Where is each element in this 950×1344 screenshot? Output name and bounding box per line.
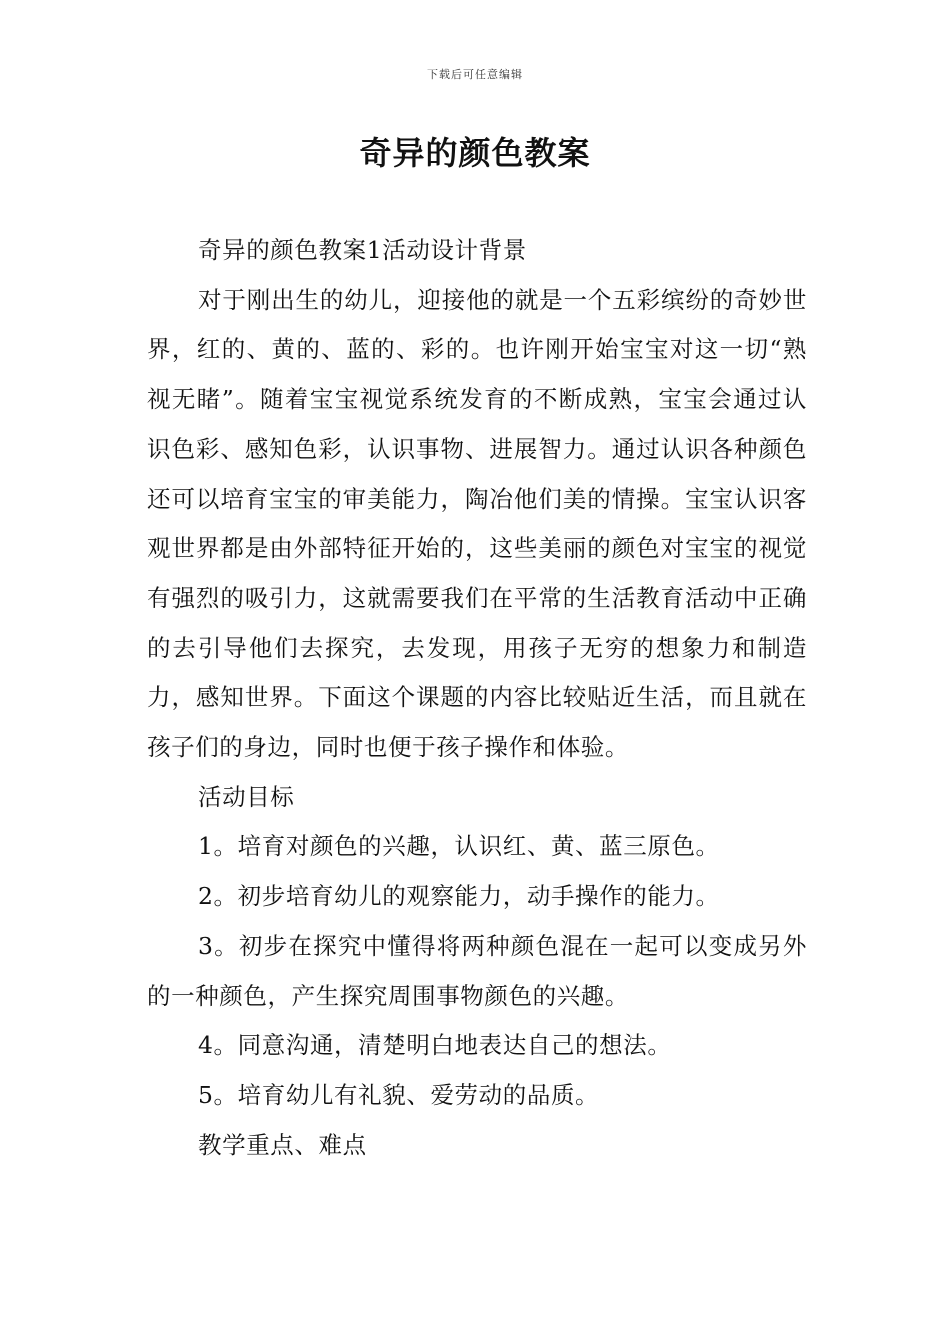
section-heading-goals: 活动目标 — [198, 782, 295, 811]
section-heading-background: 奇异的颜色教案1活动设计背景 — [198, 236, 527, 264]
goal-item-3: 3。初步在探究中懂得将两种颜色混在一起可以变成另外的一种颜色，产生探究周围事物颜色的兴趣。 — [147, 931, 807, 1010]
header-note: 下载后可任意编辑 — [427, 68, 523, 81]
goal-item-1: 1。培育对颜色的兴趣，认识红、黄、蓝三原色。 — [198, 832, 720, 861]
document-title: 奇异的颜色教案 — [359, 134, 591, 172]
section-heading-key-points: 教学重点、难点 — [198, 1130, 367, 1159]
goal-item-5: 5。培育幼儿有礼貌、爱劳动的品质。 — [198, 1080, 600, 1109]
document-body — [147, 226, 807, 1170]
background-paragraph: 对于刚出生的幼儿，迎接他的就是一个五彩缤纷的奇妙世界，红的、黄的、蓝的、彩的。也许刚开始宝宝对这一切“熟视无睹”。随着宝宝视觉系统发育的不断成熟，宝宝会通过认识色彩、感知色彩，认识事物、进展智力。通过认识各种颜色还可以培育宝宝的审美能力，陶冶他们美的情操。宝宝认识客观世界都是由外部特征开始的，这些美丽的颜色对宝宝的视觉有强烈的吸引力，这就需要我们在平常的生活教育活动中正确的去引导他们去探究，去发现，用孩子无穷的想象力和制造力，感知世界。下面这个课题的内容比较贴近生活，而且就在孩子们的身边，同时也便于孩子操作和体验。 — [147, 285, 807, 762]
goal-item-2: 2。初步培育幼儿的观察能力，动手操作的能力。 — [198, 882, 720, 911]
goal-item-4: 4。同意沟通，清楚明白地表达自己的想法。 — [198, 1031, 672, 1060]
